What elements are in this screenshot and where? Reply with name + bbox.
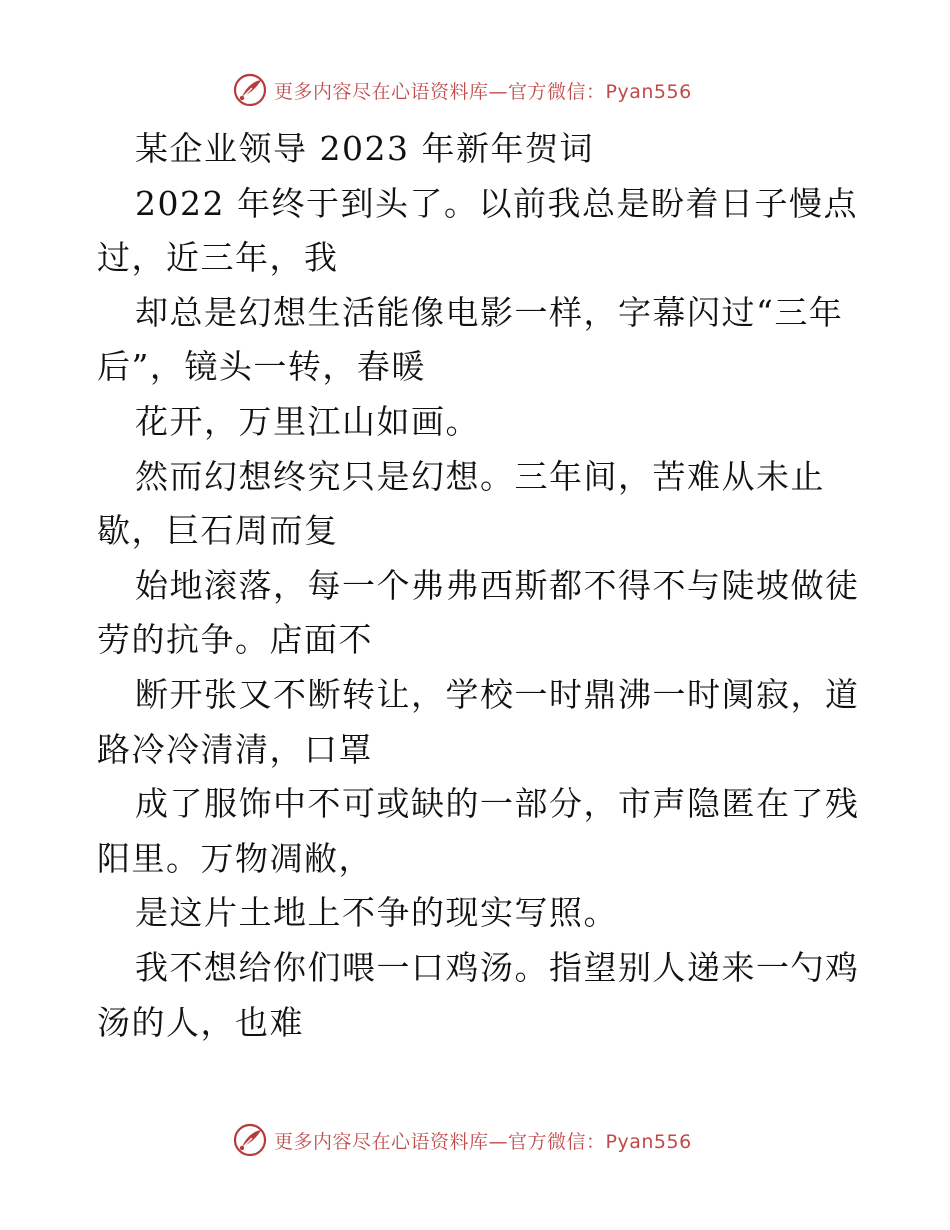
banner-wechat-label: 官方微信： (508, 1130, 606, 1153)
text-line: 阳里。万物凋敝， (97, 838, 373, 878)
feather-logo-icon (232, 1122, 268, 1158)
text-line: 是这片土地上不争的现实写照。 (135, 893, 618, 933)
text-line: 花开，万里江山如画。 (135, 401, 480, 441)
text-line: 2022 年终于到头了。以前我总是盼着日子慢点 (135, 183, 858, 223)
text-line: 然而幻想终究只是幻想。三年间，苦难从未止 (135, 456, 825, 496)
banner-wechat-label: 官方微信： (508, 80, 606, 103)
text-line: 断开张又不断转让，学校一时鼎沸一时阒寂，道 (135, 674, 860, 714)
text-line: 汤的人，也难 (97, 1002, 304, 1042)
text-line: 始地滚落，每一个弗弗西斯都不得不与陡坡做徒 (135, 565, 860, 605)
document-title: 某企业领导 2023 年新年贺词 (135, 129, 594, 168)
banner-text: 更多内容尽在心语资料库— (274, 80, 509, 103)
document-body (97, 122, 860, 1050)
text-line: 过，近三年，我 (97, 238, 339, 278)
text-line: 成了服饰中不可或缺的一部分，市声隐匿在了残 (135, 784, 860, 824)
text-line: 却总是幻想生活能像电影一样，字幕闪过“三年 (135, 292, 844, 332)
banner-wechat-id: Pyan556 (605, 80, 692, 103)
header-banner (232, 70, 692, 110)
footer-banner (232, 1120, 692, 1160)
text-line: 劳的抗争。店面不 (97, 620, 373, 660)
text-line: 后”，镜头一转，春暖 (97, 347, 426, 387)
banner-wechat-id: Pyan556 (605, 1130, 692, 1153)
text-line: 歇，巨石周而复 (97, 511, 339, 551)
text-line: 我不想给你们喂一口鸡汤。指望别人递来一勺鸡 (135, 947, 860, 987)
text-line: 路冷冷清清，口罩 (97, 729, 373, 769)
banner-text: 更多内容尽在心语资料库— (274, 1130, 509, 1153)
feather-logo-icon (232, 72, 268, 108)
